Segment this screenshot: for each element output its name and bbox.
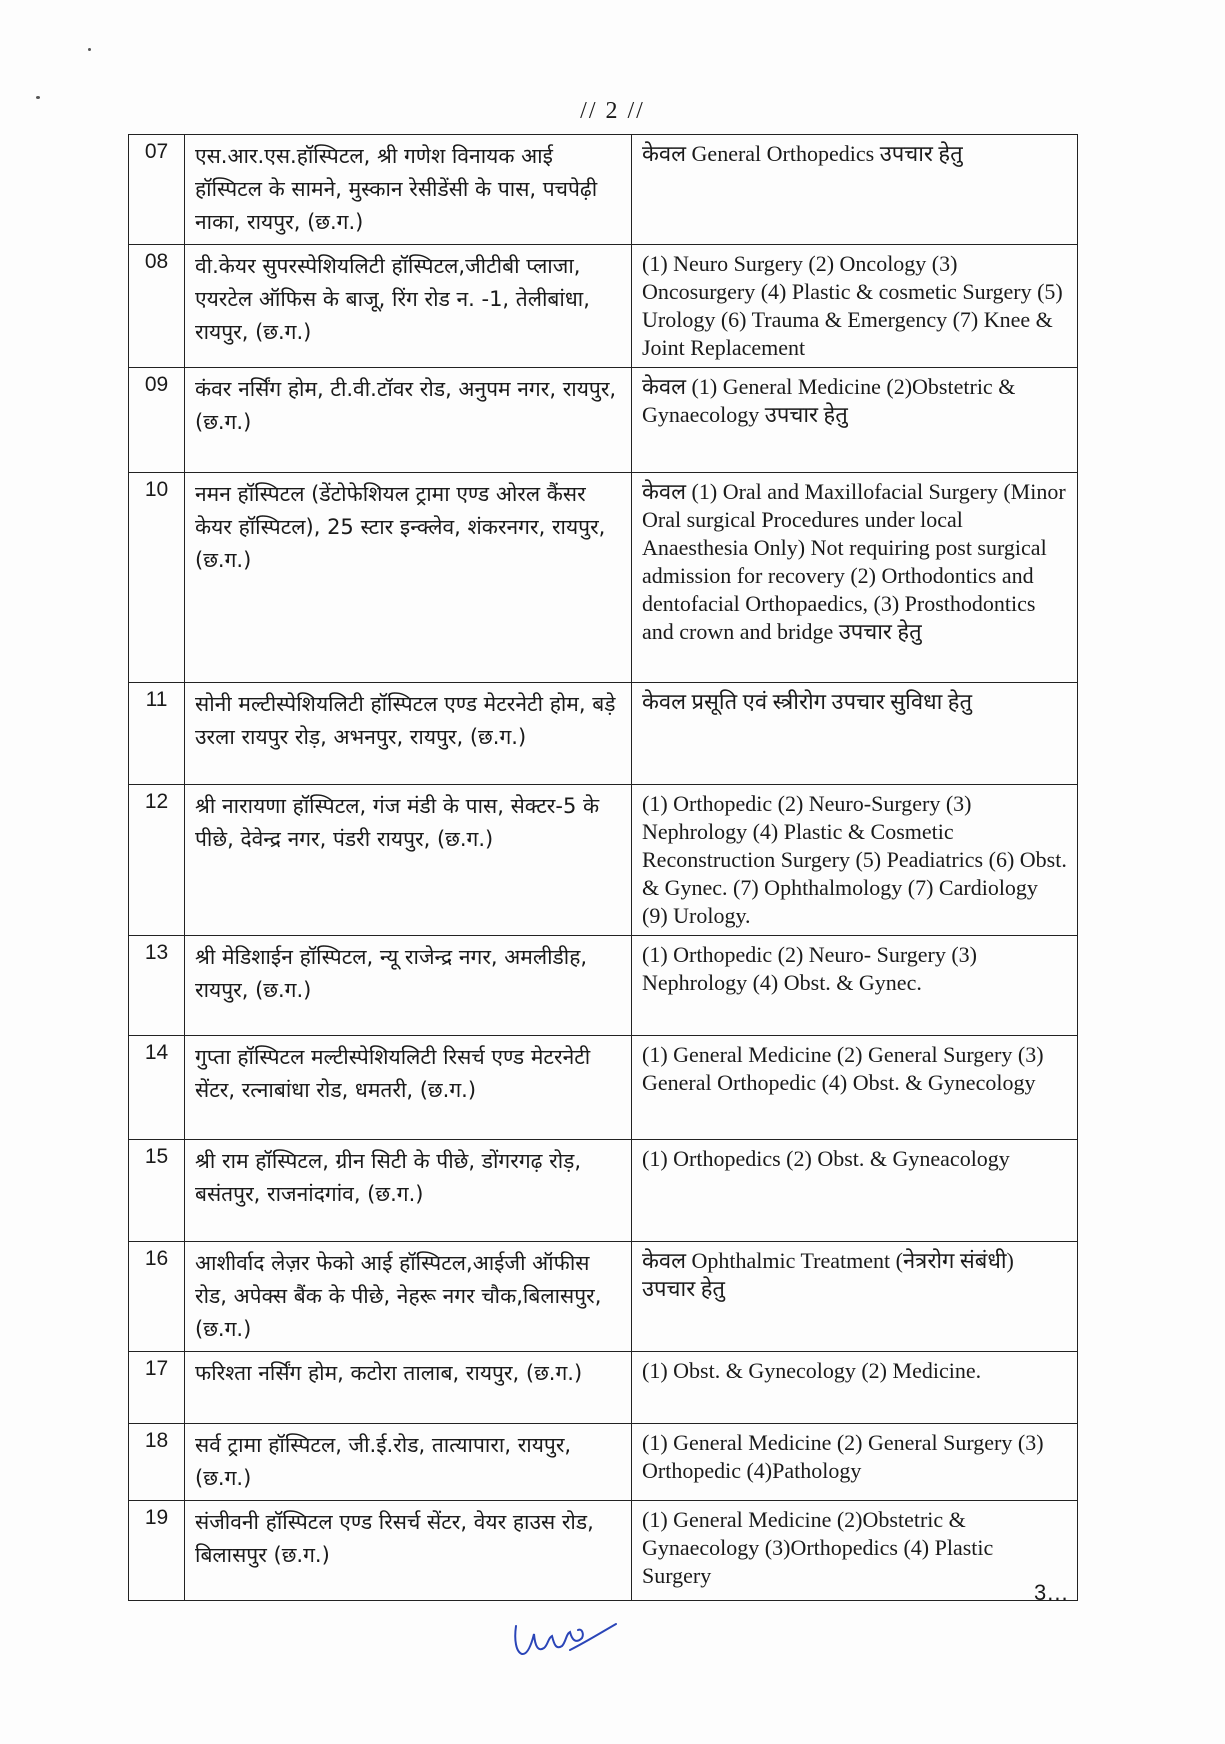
page-number: // 2 // — [580, 98, 645, 124]
serial-number: 10 — [129, 473, 185, 683]
signature-stroke — [515, 1624, 616, 1654]
specialties — [632, 785, 1078, 936]
specialty-text: (1) Orthopedics (2) Obst. & Gyneacology — [642, 1146, 1010, 1171]
table-row — [129, 1140, 1078, 1242]
serial-number: 18 — [129, 1424, 185, 1501]
specialties — [632, 936, 1078, 1036]
specialties — [632, 368, 1078, 473]
specialties — [632, 1501, 1078, 1601]
serial-number: 11 — [129, 683, 185, 785]
serial-number: 16 — [129, 1242, 185, 1352]
specialty-text: केवल Ophthalmic Treatment (नेत्ररोग संबंधी) उपचार हेतु — [642, 1248, 1014, 1301]
serial-number: 09 — [129, 368, 185, 473]
hospital-address: संजीवनी हॉस्पिटल एण्ड रिसर्च सेंटर, वेयर हाउस रोड, बिलासपुर (छ.ग.) — [185, 1501, 632, 1601]
table-row — [129, 936, 1078, 1036]
table-row — [129, 245, 1078, 368]
hospital-list-table — [128, 134, 1078, 1601]
hospital-address: सर्व ट्रामा हॉस्पिटल, जी.ई.रोड, तात्यापारा, रायपुर, (छ.ग.) — [185, 1424, 632, 1501]
hospital-address: एस.आर.एस.हॉस्पिटल, श्री गणेश विनायक आई हॉस्पिटल के सामने, मुस्कान रेसीडेंसी के पास, पचपेढ़ी नाका, रायपुर, (छ.ग.) — [185, 135, 632, 245]
specialty-text: केवल General Orthopedics उपचार हेतु — [642, 141, 963, 166]
hospital-address: श्री राम हॉस्पिटल, ग्रीन सिटी के पीछे, डोंगरगढ़ रोड़, बसंतपुर, राजनांदगांव, (छ.ग.) — [185, 1140, 632, 1242]
serial-number: 15 — [129, 1140, 185, 1242]
serial-number: 07 — [129, 135, 185, 245]
hospital-address: सोनी मल्टीस्पेशियलिटी हॉस्पिटल एण्ड मेटरनेटी होम, बड़े उरला रायपुर रोड़, अभनपुर, रायपुर, (छ.ग.) — [185, 683, 632, 785]
table-row — [129, 473, 1078, 683]
specialty-text: केवल (1) Oral and Maxillofacial Surgery (Minor Oral surgical Procedures under local Anaesthesia Only) Not requiring post surgical admission for recovery (2) Orthodontics and dentofacial Orthopaedics, (3) Prosthodontics and crown and bridge उपचार हेतु — [642, 479, 1066, 644]
specialty-text: (1) Obst. & Gynecology (2) Medicine. — [642, 1358, 982, 1383]
specialty-text: (1) Orthopedic (2) Neuro- Surgery (3) Nephrology (4) Obst. & Gynec. — [642, 942, 977, 995]
scan-speck — [88, 48, 91, 51]
specialties — [632, 1036, 1078, 1140]
table-row — [129, 135, 1078, 245]
hospital-address: श्री मेडिशाईन हॉस्पिटल, न्यू राजेन्द्र नगर, अमलीडीह, रायपुर, (छ.ग.) — [185, 936, 632, 1036]
specialties — [632, 1140, 1078, 1242]
table-row — [129, 683, 1078, 785]
specialty-text: (1) General Medicine (2) General Surgery (3) General Orthopedic (4) Obst. & Gynecology — [642, 1042, 1044, 1095]
hospital-address: फरिश्ता नर्सिंग होम, कटोरा तालाब, रायपुर, (छ.ग.) — [185, 1352, 632, 1424]
specialty-text: (1) Orthopedic (2) Neuro-Surgery (3) Nephrology (4) Plastic & Cosmetic Reconstruction Surgery (5) Peadiatrics (6) Obst. & Gynec. (7) Ophthalmology (7) Cardiology (9) Urology. — [642, 791, 1067, 928]
continued-marker: 3... — [1034, 1580, 1069, 1605]
specialty-text: केवल (1) General Medicine (2)Obstetric & Gynaecology उपचार हेतु — [642, 374, 1016, 427]
table-row — [129, 1352, 1078, 1424]
serial-number: 14 — [129, 1036, 185, 1140]
specialty-text: (1) General Medicine (2)Obstetric & Gynaecology (3)Orthopedics (4) Plastic Surgery — [642, 1507, 994, 1588]
specialties — [632, 135, 1078, 245]
specialties — [632, 1352, 1078, 1424]
specialties — [632, 683, 1078, 785]
hospital-address: आशीर्वाद लेज़र फेको आई हॉस्पिटल,आईजी ऑफीस रोड, अपेक्स बैंक के पीछे, नेहरू नगर चौक,बिलासपुर,(छ.ग.) — [185, 1242, 632, 1352]
specialty-text: (1) General Medicine (2) General Surgery (3) Orthopedic (4)Pathology — [642, 1430, 1044, 1483]
signature-initials — [510, 1612, 620, 1662]
serial-number: 17 — [129, 1352, 185, 1424]
specialties — [632, 1242, 1078, 1352]
hospital-address: श्री नारायणा हॉस्पिटल, गंज मंडी के पास, सेक्टर-5 के पीछे, देवेन्द्र नगर, पंडरी रायपुर, (छ.ग.) — [185, 785, 632, 936]
hospital-address: वी.केयर सुपरस्पेशियलिटी हॉस्पिटल,जीटीबी प्लाजा, एयरटेल ऑफिस के बाजू, रिंग रोड न. -1, तेलीबांधा, रायपुर, (छ.ग.) — [185, 245, 632, 368]
serial-number: 12 — [129, 785, 185, 936]
table-row — [129, 1501, 1078, 1601]
table-row — [129, 368, 1078, 473]
specialties — [632, 473, 1078, 683]
table-row — [129, 1424, 1078, 1501]
table-row — [129, 1242, 1078, 1352]
hospital-address: कंवर नर्सिंग होम, टी.वी.टॉवर रोड, अनुपम नगर, रायपुर, (छ.ग.) — [185, 368, 632, 473]
serial-number: 19 — [129, 1501, 185, 1601]
specialties — [632, 245, 1078, 368]
hospital-address: गुप्ता हॉस्पिटल मल्टीस्पेशियलिटी रिसर्च एण्ड मेटरनेटी सेंटर, रत्नाबांधा रोड, धमतरी, (छ.ग.) — [185, 1036, 632, 1140]
specialties — [632, 1424, 1078, 1501]
specialty-text: केवल प्रसूति एवं स्त्रीरोग उपचार सुविधा हेतु — [642, 689, 973, 714]
serial-number: 13 — [129, 936, 185, 1036]
hospital-address: नमन हॉस्पिटल (डेंटोफेशियल ट्रामा एण्ड ओरल कैंसर केयर हॉस्पिटल), 25 स्टार इन्क्लेव, शंकरनगर, रायपुर, (छ.ग.) — [185, 473, 632, 683]
table-row — [129, 785, 1078, 936]
serial-number: 08 — [129, 245, 185, 368]
specialty-text: (1) Neuro Surgery (2) Oncology (3) Oncosurgery (4) Plastic & cosmetic Surgery (5) Urology (6) Trauma & Emergency (7) Knee & Joint Replacement — [642, 251, 1063, 360]
table-row — [129, 1036, 1078, 1140]
